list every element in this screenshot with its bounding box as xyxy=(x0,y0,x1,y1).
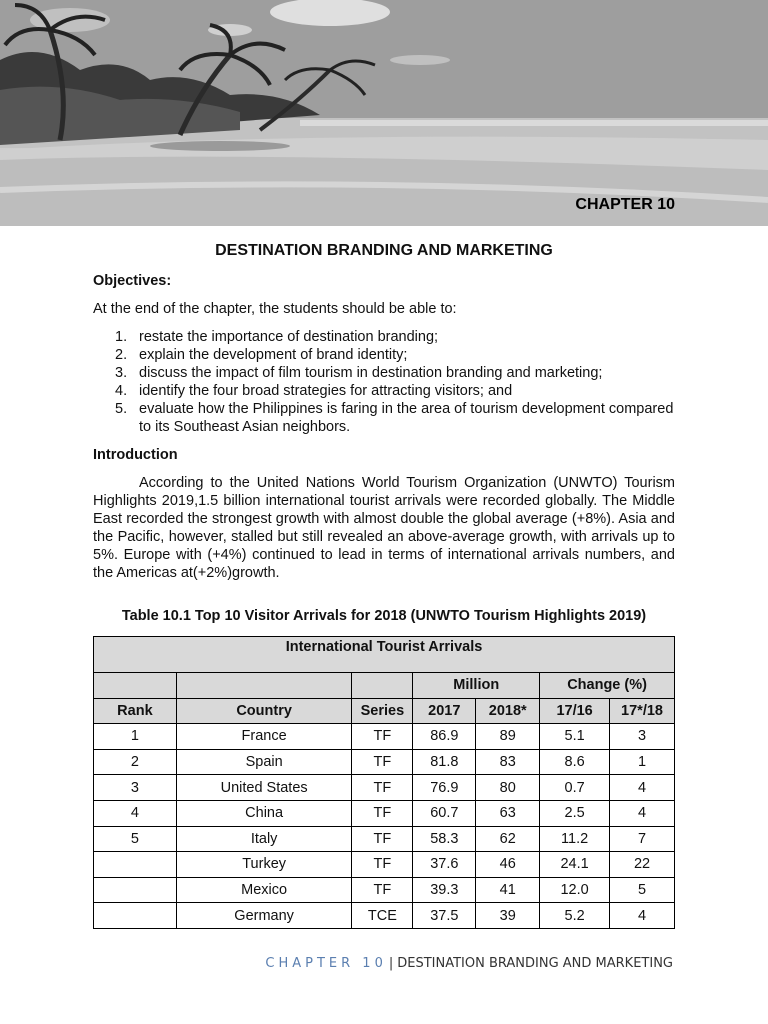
list-text: explain the development of brand identity; xyxy=(139,347,408,363)
table-cell: 46 xyxy=(476,852,540,878)
table-row xyxy=(94,800,675,826)
list-text: discuss the impact of film tourism in destination branding and marketing; xyxy=(139,365,603,381)
table-cell: China xyxy=(176,800,352,826)
column-header-2018: 2018* xyxy=(476,698,540,724)
table-cell: 37.6 xyxy=(413,852,476,878)
table-cell xyxy=(94,852,177,878)
table-row xyxy=(94,724,675,750)
table-cell: TF xyxy=(352,852,413,878)
table-row xyxy=(94,877,675,903)
table-banner: International Tourist Arrivals xyxy=(94,637,675,673)
page-footer xyxy=(265,956,673,971)
table-cell: 5.1 xyxy=(540,724,610,750)
introduction-heading: Introduction xyxy=(93,447,178,463)
table-cell: 86.9 xyxy=(413,724,476,750)
table-cell: 2 xyxy=(94,749,177,775)
table-cell: TF xyxy=(352,724,413,750)
table-cell: TF xyxy=(352,775,413,801)
objectives-heading: Objectives: xyxy=(93,273,172,289)
table-cell: 39.3 xyxy=(413,877,476,903)
table-cell: 24.1 xyxy=(540,852,610,878)
table-cell: France xyxy=(176,724,352,750)
table-cell: United States xyxy=(176,775,352,801)
table-cell: Mexico xyxy=(176,877,352,903)
table-cell: 22 xyxy=(610,852,675,878)
table-cell: 60.7 xyxy=(413,800,476,826)
table-caption: Table 10.1 Top 10 Visitor Arrivals for 2018 (UNWTO Tourism Highlights 2019) xyxy=(121,608,647,624)
list-item xyxy=(93,382,675,400)
table-row xyxy=(94,826,675,852)
table-cell: 80 xyxy=(476,775,540,801)
table-cell: TF xyxy=(352,877,413,903)
objectives-list xyxy=(93,328,675,436)
footer-title: DESTINATION BRANDING AND MARKETING xyxy=(397,956,673,971)
table-row xyxy=(94,852,675,878)
introduction-paragraph: According to the United Nations World Tourism Organization (UNWTO) Tourism Highlights 2019,1.5 billion international tourist arrivals were recorded globally. The Middle East recorded the strongest growth with almost double the global average (+8%). Asia and the Pacific, however, stalled but still revealed an above-average growth, with arrivals up to 5%. Europe with (+4%) continued to lead in terms of international arrivals numbers, and the Americas at(+2%)growth. xyxy=(93,475,675,581)
table-cell: TF xyxy=(352,826,413,852)
list-number: 2. xyxy=(115,347,128,363)
table-cell: Turkey xyxy=(176,852,352,878)
table-cell: 62 xyxy=(476,826,540,852)
column-header-2017: 2017 xyxy=(413,698,476,724)
table-cell: TF xyxy=(352,800,413,826)
table-cell: Italy xyxy=(176,826,352,852)
table-cell: Germany xyxy=(176,903,352,929)
list-item xyxy=(93,328,675,346)
column-header-series: Series xyxy=(352,698,413,724)
table-cell: 12.0 xyxy=(540,877,610,903)
table-cell: 3 xyxy=(610,724,675,750)
list-text: restate the importance of destination branding; xyxy=(139,329,439,345)
table-cell: 5.2 xyxy=(540,903,610,929)
table-group-million: Million xyxy=(413,673,540,699)
table-cell: 37.5 xyxy=(413,903,476,929)
list-number: 1. xyxy=(115,329,128,345)
beach-banner-image xyxy=(0,0,768,226)
table-cell: 2.5 xyxy=(540,800,610,826)
column-header-change-17-16: 17/16 xyxy=(540,698,610,724)
table-cell: 3 xyxy=(94,775,177,801)
list-number: 3. xyxy=(115,365,128,381)
column-header-change-17-18: 17*/18 xyxy=(610,698,675,724)
table-row xyxy=(94,903,675,929)
table-row xyxy=(94,749,675,775)
table-cell xyxy=(94,877,177,903)
table-cell: 58.3 xyxy=(413,826,476,852)
table-cell: 5 xyxy=(94,826,177,852)
list-text: identify the four broad strategies for attracting visitors; and xyxy=(139,383,513,399)
table-row xyxy=(94,775,675,801)
beach-scene-illustration xyxy=(0,0,768,226)
list-item xyxy=(93,364,675,382)
table-cell: 41 xyxy=(476,877,540,903)
table-cell: 7 xyxy=(610,826,675,852)
page-title: DESTINATION BRANDING AND MARKETING xyxy=(215,242,553,259)
arrivals-table xyxy=(93,636,675,929)
table-cell: 81.8 xyxy=(413,749,476,775)
table-group-change: Change (%) xyxy=(540,673,675,699)
table-cell: 76.9 xyxy=(413,775,476,801)
table-cell: 11.2 xyxy=(540,826,610,852)
footer-separator: | xyxy=(388,956,394,971)
table-cell: 0.7 xyxy=(540,775,610,801)
table-cell xyxy=(94,903,177,929)
table-cell: 63 xyxy=(476,800,540,826)
table-cell: Spain xyxy=(176,749,352,775)
table-group-empty xyxy=(176,673,352,699)
table-cell: TCE xyxy=(352,903,413,929)
column-header-country: Country xyxy=(176,698,352,724)
objectives-intro: At the end of the chapter, the students should be able to: xyxy=(93,301,457,317)
table-cell: 4 xyxy=(94,800,177,826)
table-group-empty xyxy=(352,673,413,699)
table-cell: 89 xyxy=(476,724,540,750)
table-cell: 1 xyxy=(94,724,177,750)
table-cell: 8.6 xyxy=(540,749,610,775)
column-header-rank: Rank xyxy=(94,698,177,724)
list-item xyxy=(93,400,675,436)
table-body xyxy=(94,724,675,929)
table-cell: 4 xyxy=(610,775,675,801)
list-item xyxy=(93,346,675,364)
table-cell: TF xyxy=(352,749,413,775)
table-group-empty xyxy=(94,673,177,699)
table-cell: 4 xyxy=(610,903,675,929)
table-cell: 39 xyxy=(476,903,540,929)
list-text: evaluate how the Philippines is faring in the area of tourism development compared to its Southeast Asian neighbors. xyxy=(139,401,674,435)
list-number: 5. xyxy=(115,401,128,417)
table-cell: 1 xyxy=(610,749,675,775)
table-cell: 5 xyxy=(610,877,675,903)
table-cell: 83 xyxy=(476,749,540,775)
chapter-label: CHAPTER 10 xyxy=(575,196,675,213)
list-number: 4. xyxy=(115,383,128,399)
footer-chapter: CHAPTER 10 xyxy=(265,956,387,971)
table-cell: 4 xyxy=(610,800,675,826)
